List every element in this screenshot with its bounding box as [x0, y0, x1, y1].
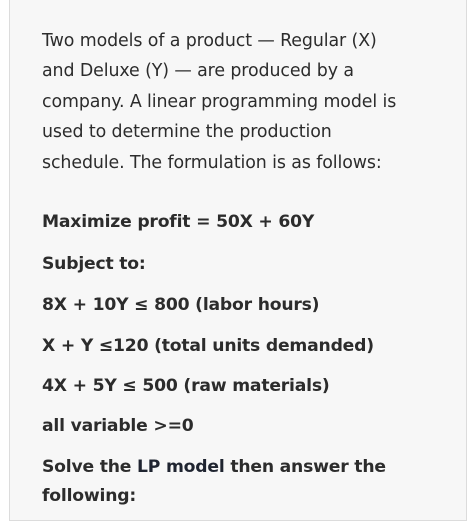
- instruction-line-1: [42, 457, 386, 477]
- intro-line: used to determine the production: [42, 122, 332, 143]
- materials-constraint: 4X + 5Y ≤ 500 (raw materials): [42, 376, 330, 396]
- subject-to-heading: Subject to:: [42, 254, 146, 274]
- instruction-after: then answer the: [224, 457, 386, 477]
- intro-line: Two models of a product — Regular (X): [42, 31, 377, 51]
- objective-function: Maximize profit = 50X + 60Y: [42, 212, 315, 232]
- intro-line: and Deluxe (Y) — are produced by a: [42, 61, 354, 82]
- instruction-before: Solve the: [42, 457, 138, 477]
- labor-constraint: 8X + 10Y ≤ 800 (labor hours): [42, 295, 320, 315]
- intro-line: company. A linear programming model is: [42, 91, 397, 112]
- intro-paragraph: [42, 26, 452, 178]
- problem-intro: [42, 26, 452, 178]
- instruction-line-2: following:: [42, 486, 137, 506]
- nonnegativity-constraint: all variable >=0: [42, 416, 194, 436]
- intro-line: schedule. The formulation is as follows:: [42, 152, 382, 173]
- lp-model-term: LP model: [137, 457, 225, 477]
- demand-constraint: X + Y ≤120 (total units demanded): [42, 336, 374, 356]
